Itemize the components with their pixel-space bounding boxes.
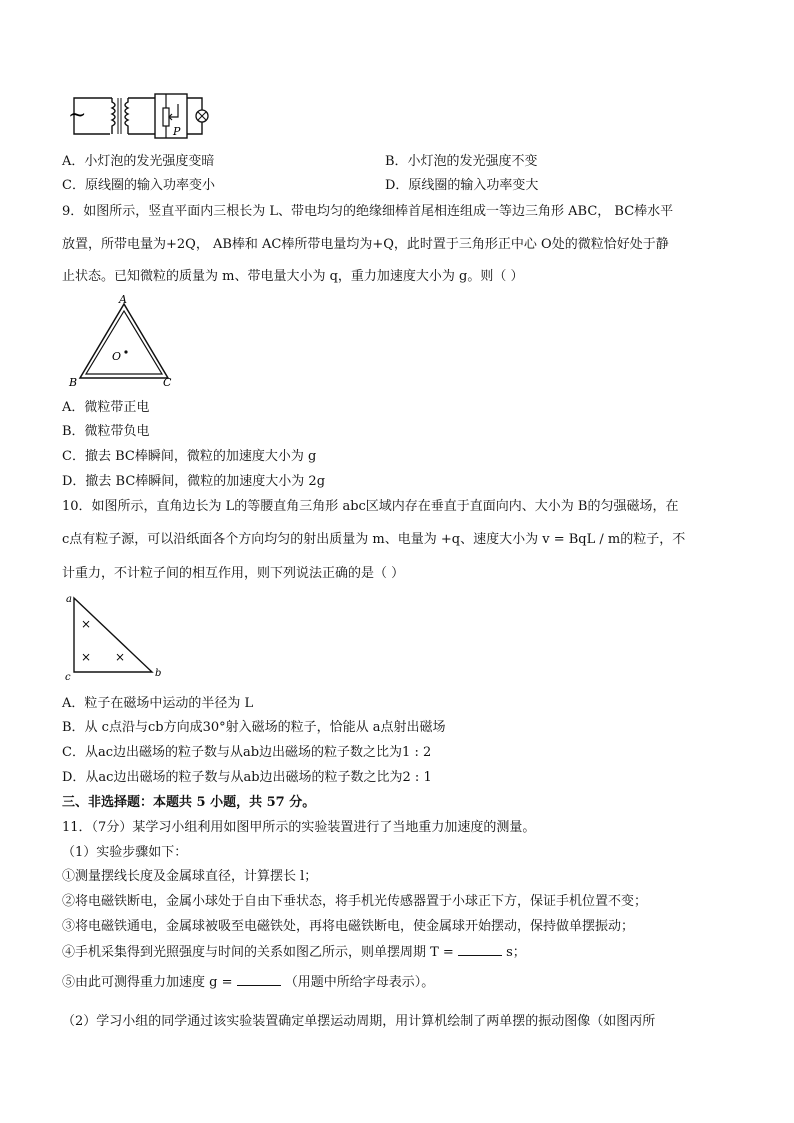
q11-step-1: ①测量摆线长度及金属球直径，计算摆长 l；	[62, 869, 318, 884]
q8-option-a: A．小灯泡的发光强度变暗	[62, 154, 215, 169]
q8-option-c: C．原线圈的输入功率变小	[62, 178, 215, 193]
field-cross-mark: ×	[81, 650, 92, 664]
transformer-circuit-figure	[60, 90, 220, 142]
q11-subpart-2: （2）学习小组的同学通过该实验装置确定单摆运动周期，用计算机绘制了两单摆的振动图像（如图丙所	[62, 1014, 656, 1029]
q9-stem-line3: 止状态。已知微粒的质量为 m、带电量大小为 q，重力加速度大小为 g。则（ ）	[62, 269, 524, 284]
triangle-abc-figure	[66, 294, 182, 390]
center-label-o: O	[112, 350, 122, 363]
vertex-label-c: c	[65, 672, 71, 682]
q9-stem-line1: 9．如图所示，竖直平面内三根长为 L、带电均匀的绝缘细棒首尾相连组成一等边三角形 ABC， BC棒水平	[62, 204, 674, 219]
q11-step-3: ③将电磁铁通电，金属球被吸至电磁铁处，再将电磁铁断电，使金属球开始摆动，保持做单摆振动；	[62, 919, 635, 934]
slider-label-p: P	[173, 125, 181, 138]
q8-option-b: B．小灯泡的发光强度不变	[385, 154, 538, 169]
vertex-label-a: a	[66, 594, 72, 605]
q10-option-a: A．粒子在磁场中运动的半径为 L	[62, 696, 254, 711]
field-cross-mark: ×	[81, 617, 92, 631]
q10-option-b: B．从 c点沿与cb方向成30°射入磁场的粒子，恰能从 a点射出磁场	[62, 720, 446, 735]
q11-step-4-unit: s；	[506, 945, 526, 960]
q11-step-4-text: ④手机采集得到光照强度与时间的关系如图乙所示，则单摆周期 T =	[62, 945, 454, 960]
q9-option-b: B．微粒带负电	[62, 424, 150, 439]
q10-stem-line3: 计重力，不计粒子间的相互作用，则下列说法正确的是（ ）	[62, 566, 405, 581]
section-three-heading: 三、非选择题：本题共 5 小题，共 57 分。	[62, 795, 316, 810]
q11-subpart-1: （1）实验步骤如下：	[62, 845, 188, 860]
gravity-answer-blank[interactable]	[237, 973, 281, 986]
q11-step-5	[62, 973, 434, 992]
vertex-label-b: b	[155, 668, 162, 679]
q10-stem-line2: c点有粒子源，可以沿纸面各个方向均匀的射出质量为 m、电量为 +q、速度大小为 v = BqL / m的粒子，不	[62, 532, 686, 547]
q11-intro: 11．（7分）某学习小组利用如图甲所示的实验装置进行了当地重力加速度的测量。	[62, 820, 536, 835]
q9-option-a: A．微粒带正电	[62, 400, 150, 415]
q9-stem-line2: 放置，所带电量为+2Q， AB棒和 AC棒所带电量均为+Q，此时置于三角形正中心 O处的微粒恰好处于静	[62, 237, 669, 252]
q9-option-d: D．撤去 BC棒瞬间，微粒的加速度大小为 2g	[62, 474, 326, 489]
ac-source-icon: ~	[68, 103, 87, 128]
q11-step-5-tail: （用题中所给字母表示）。	[284, 975, 435, 990]
q9-option-c: C．撤去 BC棒瞬间，微粒的加速度大小为 g	[62, 449, 317, 464]
vertex-label-c: C	[163, 376, 172, 389]
vertex-label-a: A	[119, 294, 127, 306]
q10-stem-line1: 10．如图所示，直角边长为 L的等腰直角三角形 abc区域内存在垂直于直面向内、大小为 B的匀强磁场，在	[62, 499, 679, 514]
q10-option-d: D．从ac边出磁场的粒子数与从ab边出磁场的粒子数之比为2 : 1	[62, 770, 432, 785]
q11-step-2: ②将电磁铁断电，金属小球处于自由下垂状态，将手机光传感器置于小球正下方，保证手机位置不变；	[62, 894, 648, 909]
q10-option-c: C．从ac边出磁场的粒子数与从ab边出磁场的粒子数之比为1 : 2	[62, 745, 432, 760]
q11-step-5-text: ⑤由此可测得重力加速度 g =	[62, 975, 233, 990]
field-cross-mark: ×	[115, 650, 126, 664]
vertex-label-b: B	[69, 376, 78, 389]
q11-step-4	[62, 943, 526, 962]
right-triangle-abc-figure	[62, 590, 172, 682]
q8-option-d: D．原线圈的输入功率变大	[385, 178, 539, 193]
period-answer-blank[interactable]	[458, 943, 502, 956]
